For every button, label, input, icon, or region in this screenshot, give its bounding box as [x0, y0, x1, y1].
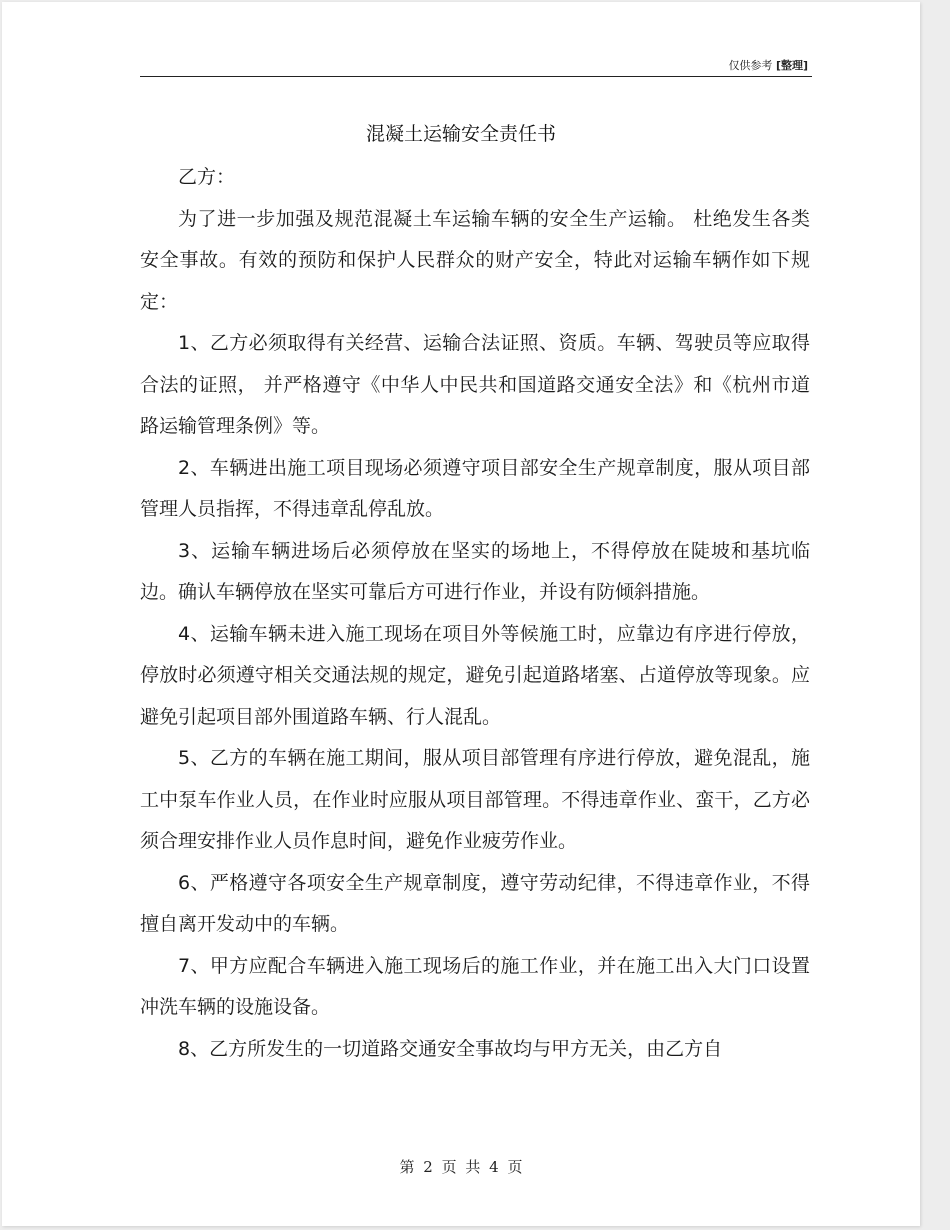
paragraph-rule-2: 2、车辆进出施工项目现场必须遵守项目部安全生产规章制度，服从项目部管理人员指挥，不得违章乱停乱放。 — [140, 456, 810, 520]
paragraph-rule-6: 6、严格遵守各项安全生产规章制度，遵守劳动纪律，不得违章作业，不得擅自离开发动中的车辆。 — [140, 871, 810, 935]
header-note — [728, 57, 808, 73]
paragraph-party-b: 乙方： — [178, 166, 236, 188]
header-divider — [140, 76, 812, 77]
paragraph-rule-1: 1、乙方必须取得有关经营、运输合法证照、资质。车辆、驾驶员等应取得合法的证照， 并严格遵守《中华人中民共和国道路交通安全法》和《杭州市道路运输管理条例》等。 — [140, 332, 810, 437]
paragraph-rule-4: 4、运输车辆未进入施工现场在项目外等候施工时，应靠边有序进行停放，停放时必须遵守相关交通法规的规定，避免引起道路堵塞、占道停放等现象。应避免引起项目部外围道路车辆、行人混乱。 — [140, 622, 810, 728]
paragraph-intro: 为了进一步加强及规范混凝土车运输车辆的安全生产运输。 杜绝发生各类安全事故。有效的预防和保护人民群众的财产安全，特此对运输车辆作如下规定： — [140, 207, 810, 313]
header-tag: [整理] — [775, 59, 808, 72]
paragraph-rule-5: 5、乙方的车辆在施工期间，服从项目部管理有序进行停放，避免混乱，施工中泵车作业人员，在作业时应服从项目部管理。不得违章作业、蛮干，乙方必须合理安排作业人员作息时间，避免作业疲劳作业。 — [140, 747, 810, 852]
document-page — [2, 2, 920, 1226]
paragraph-rule-3: 3、运输车辆进场后必须停放在坚实的场地上，不得停放在陡坡和基坑临边。确认车辆停放在坚实可靠后方可进行作业，并设有防倾斜措施。 — [140, 539, 810, 603]
header-reference-text: 仅供参考 — [728, 59, 773, 72]
document-title: 混凝土运输安全责任书 — [365, 123, 556, 145]
paragraph-rule-7: 7、甲方应配合车辆进入施工现场后的施工作业，并在施工出入大门口设置冲洗车辆的设施设备。 — [140, 954, 810, 1018]
paragraph-rule-8: 8、乙方所发生的一切道路交通安全事故均与甲方无关，由乙方自 — [178, 1037, 723, 1060]
document-body — [140, 157, 810, 1070]
page-number-footer: 第 2 页 共 4 页 — [399, 1158, 523, 1176]
